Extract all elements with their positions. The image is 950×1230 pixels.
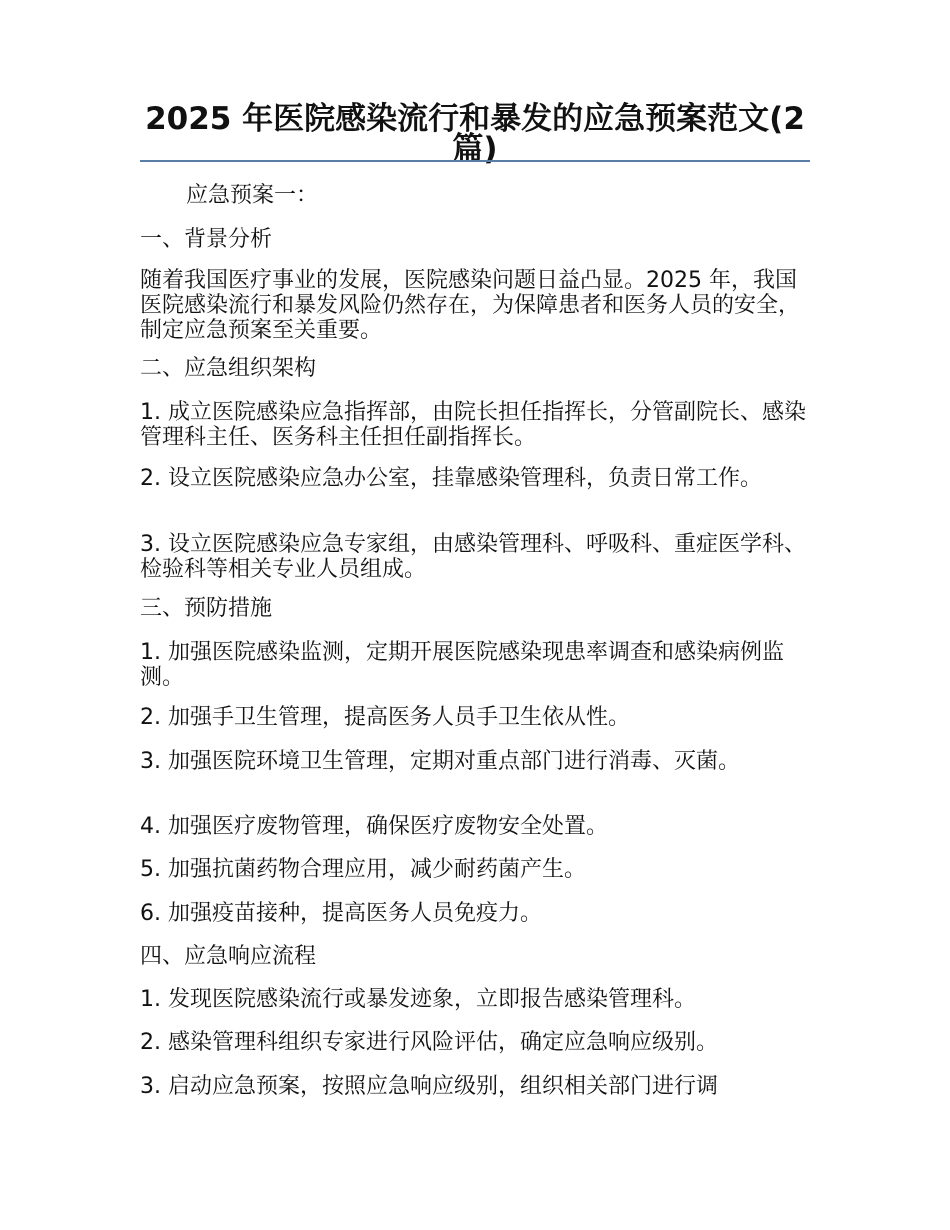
paragraph-prevention-4: 4. 加强医疗废物管理，确保医疗废物安全处置。 bbox=[140, 814, 608, 839]
paragraph-org-3: 3. 设立医院感染应急专家组，由感染管理科、呼吸科、重症医学科、检验科等相关专业人员组成。 bbox=[140, 532, 806, 582]
section-heading-organization: 二、应急组织架构 bbox=[140, 356, 317, 381]
paragraph-background: 随着我国医疗事业的发展，医院感染问题日益凸显。2025 年，我国医院感染流行和暴发风险仍然存在，为保障患者和医务人员的安全，制定应急预案至关重要。 bbox=[140, 268, 801, 343]
section-intro: 应急预案一： bbox=[186, 183, 319, 208]
title-divider bbox=[140, 160, 810, 162]
paragraph-prevention-2: 2. 加强手卫生管理，提高医务人员手卫生依从性。 bbox=[140, 705, 630, 730]
paragraph-response-2: 2. 感染管理科组织专家进行风险评估，确定应急响应级别。 bbox=[140, 1030, 718, 1055]
document-title: 2025 年医院感染流行和暴发的应急预案范文(2 篇) bbox=[145, 101, 805, 167]
paragraph-prevention-5: 5. 加强抗菌药物合理应用，减少耐药菌产生。 bbox=[140, 857, 586, 882]
paragraph-org-1: 1. 成立医院感染应急指挥部，由院长担任指挥长，分管副院长、感染管理科主任、医务科主任担任副指挥长。 bbox=[140, 400, 806, 450]
paragraph-response-1: 1. 发现医院感染流行或暴发迹象，立即报告感染管理科。 bbox=[140, 987, 696, 1012]
section-heading-prevention: 三、预防措施 bbox=[140, 596, 273, 621]
paragraph-response-3: 3. 启动应急预案，按照应急响应级别，组织相关部门进行调 bbox=[140, 1074, 718, 1099]
paragraph-prevention-1: 1. 加强医院感染监测，定期开展医院感染现患率调查和感染病例监测。 bbox=[140, 640, 784, 690]
paragraph-prevention-6: 6. 加强疫苗接种，提高医务人员免疫力。 bbox=[140, 901, 542, 926]
paragraph-org-2: 2. 设立医院感染应急办公室，挂靠感染管理科，负责日常工作。 bbox=[140, 466, 762, 491]
paragraph-prevention-3: 3. 加强医院环境卫生管理，定期对重点部门进行消毒、灭菌。 bbox=[140, 749, 740, 774]
section-heading-response: 四、应急响应流程 bbox=[140, 944, 317, 969]
section-heading-background: 一、背景分析 bbox=[140, 227, 273, 252]
